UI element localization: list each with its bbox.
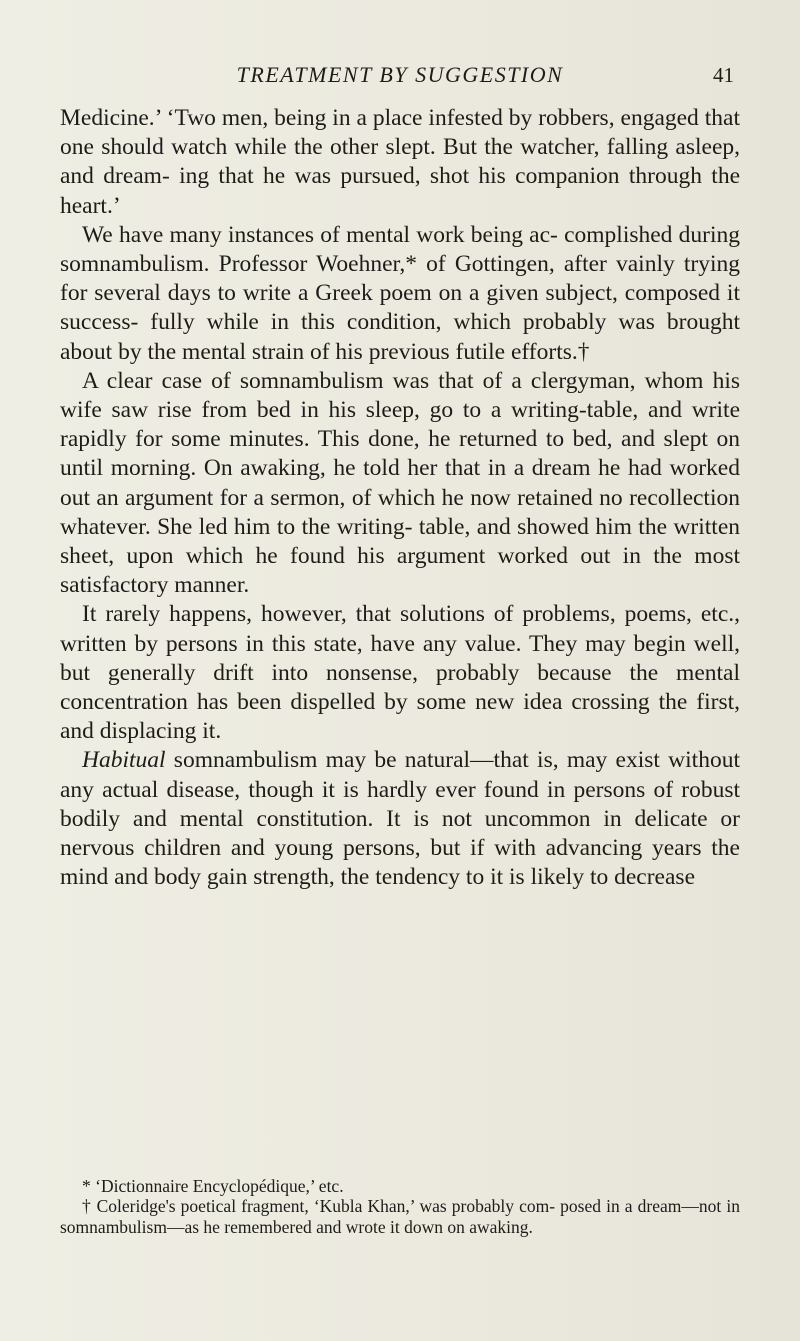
footnote-1: * ‘Dictionnaire Encyclopédique,’ etc. [82, 1176, 344, 1196]
paragraph-1: Medicine.’ ‘Two men, being in a place infested by robbers, engaged that one should watch while the other slept. But the watcher, falling asleep, and dream- ing that he was pursued, shot his companion through the heart.’ [60, 105, 740, 219]
footnote-2: † Coleridge's poetical fragment, ‘Kubla Khan,’ was probably com- posed in a dream—not in somnambulism—as he remembered and wrote it down on awaking. [60, 1196, 740, 1237]
page-number: 41 [713, 63, 734, 87]
footnotes [60, 1176, 740, 1237]
paragraph-2: We have many instances of mental work being ac- complished during somnambulism. Professor Woehner,* of Gottingen, after vainly trying for several days to write a Greek poem on a given subject, composed it success- fully while in this condition, which probably was brought about by the mental strain of his previous futile efforts.† [60, 221, 740, 365]
page-header [60, 62, 740, 92]
body-text [60, 104, 740, 892]
paragraph-4: It rarely happens, however, that solutions of problems, poems, etc., written by persons in this state, have any value. They may begin well, but generally drift into nonsense, probably because the mental concentration has been dispelled by some new idea crossing the first, and displacing it. [60, 601, 740, 745]
paragraph-5 [60, 746, 740, 892]
running-title: TREATMENT BY SUGGESTION [236, 62, 564, 87]
paragraph-3: A clear case of somnambulism was that of a clergyman, whom his wife saw rise from bed in his sleep, go to a writing-table, and write rapidly for some minutes. This done, he returned to bed, and slept on until morning. On awaking, he told her that in a dream he had worked out an argument for a sermon, of which he now retained no recollection whatever. She led him to the writing- table, and showed him the written sheet, upon which he found his argument worked out in the most satisfactory manner. [60, 367, 740, 599]
paragraph-5-text: somnambulism may be natural—that is, may exist without any actual disease, though it is hardly ever found in persons of robust bodily and mental constitution. It is not uncommon in delicate or nervous children and young persons, but if with advancing years the mind and body gain strength, the tendency to it is likely to decrease [60, 747, 740, 891]
emphasis-habitual: Habitual [82, 747, 166, 774]
